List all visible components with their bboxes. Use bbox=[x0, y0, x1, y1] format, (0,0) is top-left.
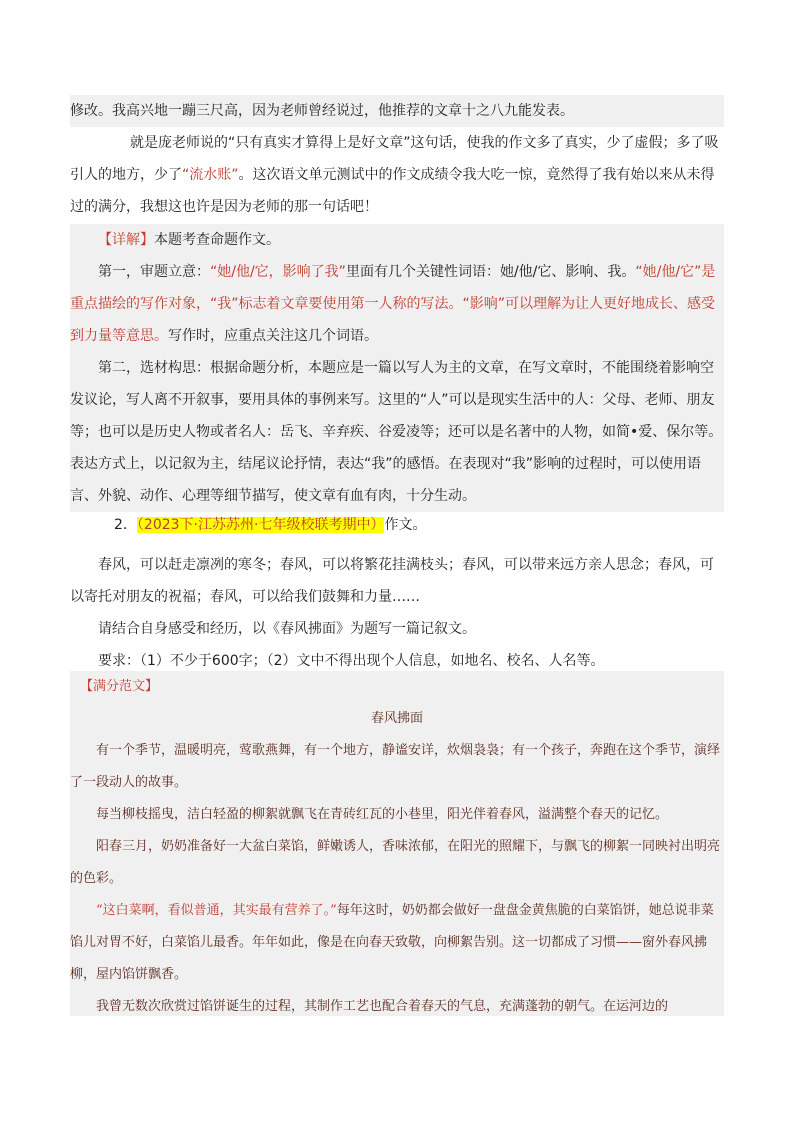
question-requirements: 要求：（1）不少于600字；（2）文中不得出现个人信息，如地名、校名、人名等。 bbox=[98, 653, 605, 669]
essay-paragraph-3: 阳春三月，奶奶准备好一大盆白菜馅，鲜嫩诱人，香味浓郁，在阳光的照耀下，与飘飞的柳絮一同映衬出明亮的色彩。 bbox=[70, 839, 721, 886]
essay-paragraph-1: 有一个季节，温暖明亮，莺歌燕舞，有一个地方，静谧安详，炊烟袅袅；有一个孩子，奔跑在这个季节，演绎了一段动人的故事。 bbox=[70, 743, 721, 790]
point-1-analysis: “她/他/它”是重点描绘的写作对象，“我”标志着文章要使用第一人称的写法。“影响”可以理解为让人更好地成长、感受到力量等意思。 bbox=[70, 264, 716, 344]
question-type: 作文。 bbox=[384, 517, 427, 533]
essay-paragraph-2: 每当柳枝摇曳，洁白轻盈的柳絮就飘飞在青砖红瓦的小巷里，阳光伴着春风，溢满整个春天的记忆。 bbox=[96, 807, 669, 822]
question-2 bbox=[70, 509, 724, 677]
detail-explanation bbox=[70, 224, 724, 512]
essay-paragraph-4-text: 每年这时，奶奶都会做好一盘盘金黄焦脆的白菜馅饼，她总说非菜馅儿对胃不好，白菜馅儿最香。年年如此，像是在向春天致敬，向柳絮告别。这一切都成了习惯——窗外春风拂柳，屋内馅饼飘香。 bbox=[70, 903, 714, 982]
detail-label: 【详解】 bbox=[98, 232, 154, 248]
essay-label: 【满分范文】 bbox=[80, 679, 159, 694]
detail-point-1 bbox=[70, 256, 724, 352]
question-source-badge: （2023下·江苏苏州·七年级校联考期中） bbox=[136, 517, 385, 533]
detail-intro-text: 本题考查命题作文。 bbox=[154, 232, 280, 248]
question-number: 2． bbox=[114, 517, 137, 533]
excerpt-line-1: 修改。我高兴地一蹦三尺高，因为老师曾经说过，他推荐的文章十之八九能发表。 bbox=[70, 103, 574, 119]
essay-quote: “这白菜啊，看似普通，其实最有营养了。” bbox=[96, 903, 337, 918]
detail-point-2: 第二，选材构思：根据命题分析，本题应是一篇以写人为主的文章，在写文章时，不能围绕着影响空发议论，写人离不开叙事，要用具体的事例来写。这里的“人”可以是现实生活中的人：父母、老师、朋友等；也可以是历史人物或者名人：岳飞、辛弃疾、谷爱凌等；还可以是名著中的人物，如简•爱、保尔等。表达方式上，以记叙为主，结尾议论抒情，表达“我”的感悟。在表现对“我”影响的过程时，可以使用语言、外貌、动作、心理等细节描写，使文章有血有肉，十分生动。 bbox=[70, 360, 723, 504]
excerpt-paragraph-2 bbox=[70, 127, 724, 223]
question-heading bbox=[70, 509, 724, 541]
answer-excerpt bbox=[70, 95, 724, 127]
model-essay bbox=[70, 671, 724, 1016]
question-prompt-1: 春风，可以赶走凛冽的寒冬；春风，可以将繁花挂满枝头；春风，可以带来远方亲人思念；春风，可以寄托对朋友的祝福；春风，可以给我们鼓舞和力量…… bbox=[70, 557, 714, 605]
question-prompt-2: 请结合自身感受和经历，以《春风拂面》为题写一篇记叙文。 bbox=[98, 621, 476, 637]
answer-excerpt-continued bbox=[70, 127, 724, 223]
detail-intro bbox=[70, 224, 724, 256]
excerpt-text-tail: 。这次语文单元测试中的作文成绩令我大吃一惊，竟然得了我有始以来从未得过的满分，我想这也许是因为老师的那一句话吧！ bbox=[70, 167, 715, 215]
point-1-topic: “她/他/它，影响了我” bbox=[210, 264, 346, 280]
essay-title: 春风拂面 bbox=[370, 711, 423, 726]
essay-paragraph-5: 我曾无数次欣赏过馅饼诞生的过程，其制作工艺也配合着春天的气息，充满蓬勃的朝气。在运河边的 bbox=[96, 999, 669, 1014]
essay-paragraph-4 bbox=[70, 895, 724, 991]
point-1-tail: 写作时，应重点关注这几个词语。 bbox=[168, 328, 378, 344]
point-1-lead: 第一，审题立意： bbox=[98, 264, 210, 280]
point-1-keywords: 里面有几个关键性词语：她/他/它、影响、我。 bbox=[345, 264, 636, 280]
excerpt-red-term: “流水账” bbox=[182, 167, 239, 183]
excerpt-text: 就是庞老师说的“只有真实才算得上是好文章”这句话，使我的作文多了真实，少了虚假；多了吸引人的地方，少了 bbox=[70, 135, 719, 183]
